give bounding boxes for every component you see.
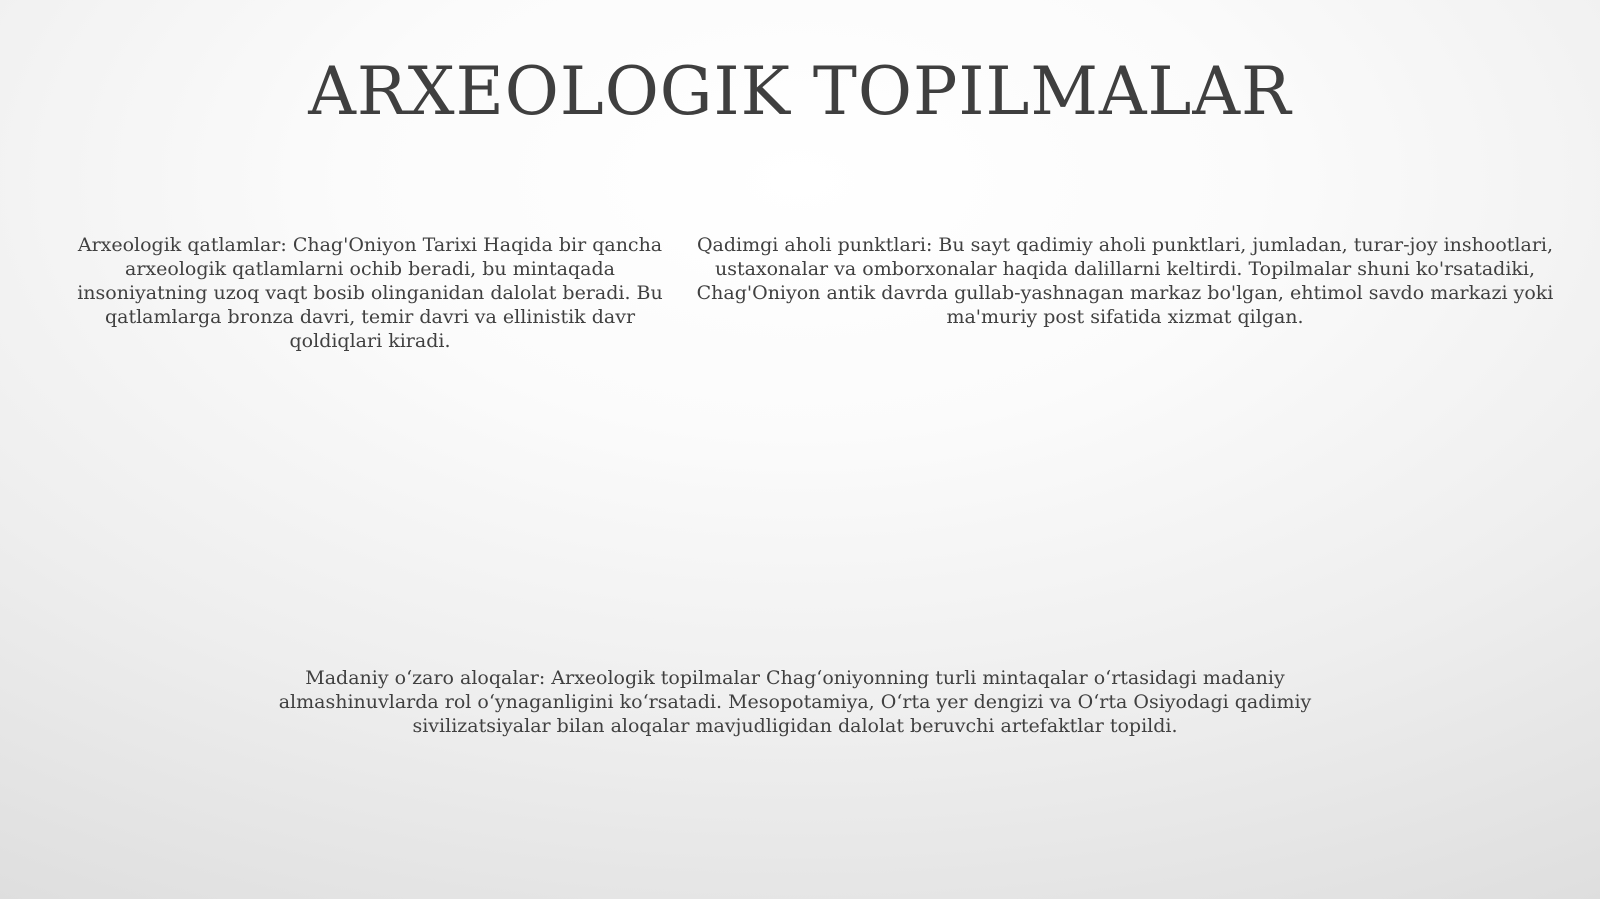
ancient-settlements-paragraph: Qadimgi aholi punktlari: Bu sayt qadimiy aholi punktlari, jumladan, turar-joy inshootlari, ustaxonalar va omborxonalar haqida dalillarni keltirdi. Topilmalar shuni ko'rsatadiki, Chag'Oniyon antik davrda gullab-yashnagan markaz bo'lgan, ehtimol savdo markazi yoki ma'muriy post sifatida xizmat qilgan. <box>696 234 1554 328</box>
cultural-interactions-paragraph: Madaniy oʻzaro aloqalar: Arxeologik topilmalar Chagʻoniyonning turli mintaqalar oʻrtasidagi madaniy almashinuvlarda rol oʻynaganligini koʻrsatadi. Mesopotamiya, Oʻrta yer dengizi va Oʻrta Osiyodagi qadimiy sivilizatsiyalar bilan aloqalar mavjudligidan dalolat beruvchi artefaktlar topildi. <box>278 667 1312 737</box>
slide-title: ARXEOLOGIK TOPILMALAR <box>308 53 1292 130</box>
archaeological-layers-paragraph: Arxeologik qatlamlar: Chag'Oniyon Tarixi Haqida bir qancha arxeologik qatlamlarni ochib beradi, bu mintaqada insoniyatning uzoq vaqt bosib olinganidan dalolat beradi. Bu qatlamlarga bronza davri, temir davri va ellinistik davr qoldiqlari kiradi. <box>77 234 663 352</box>
